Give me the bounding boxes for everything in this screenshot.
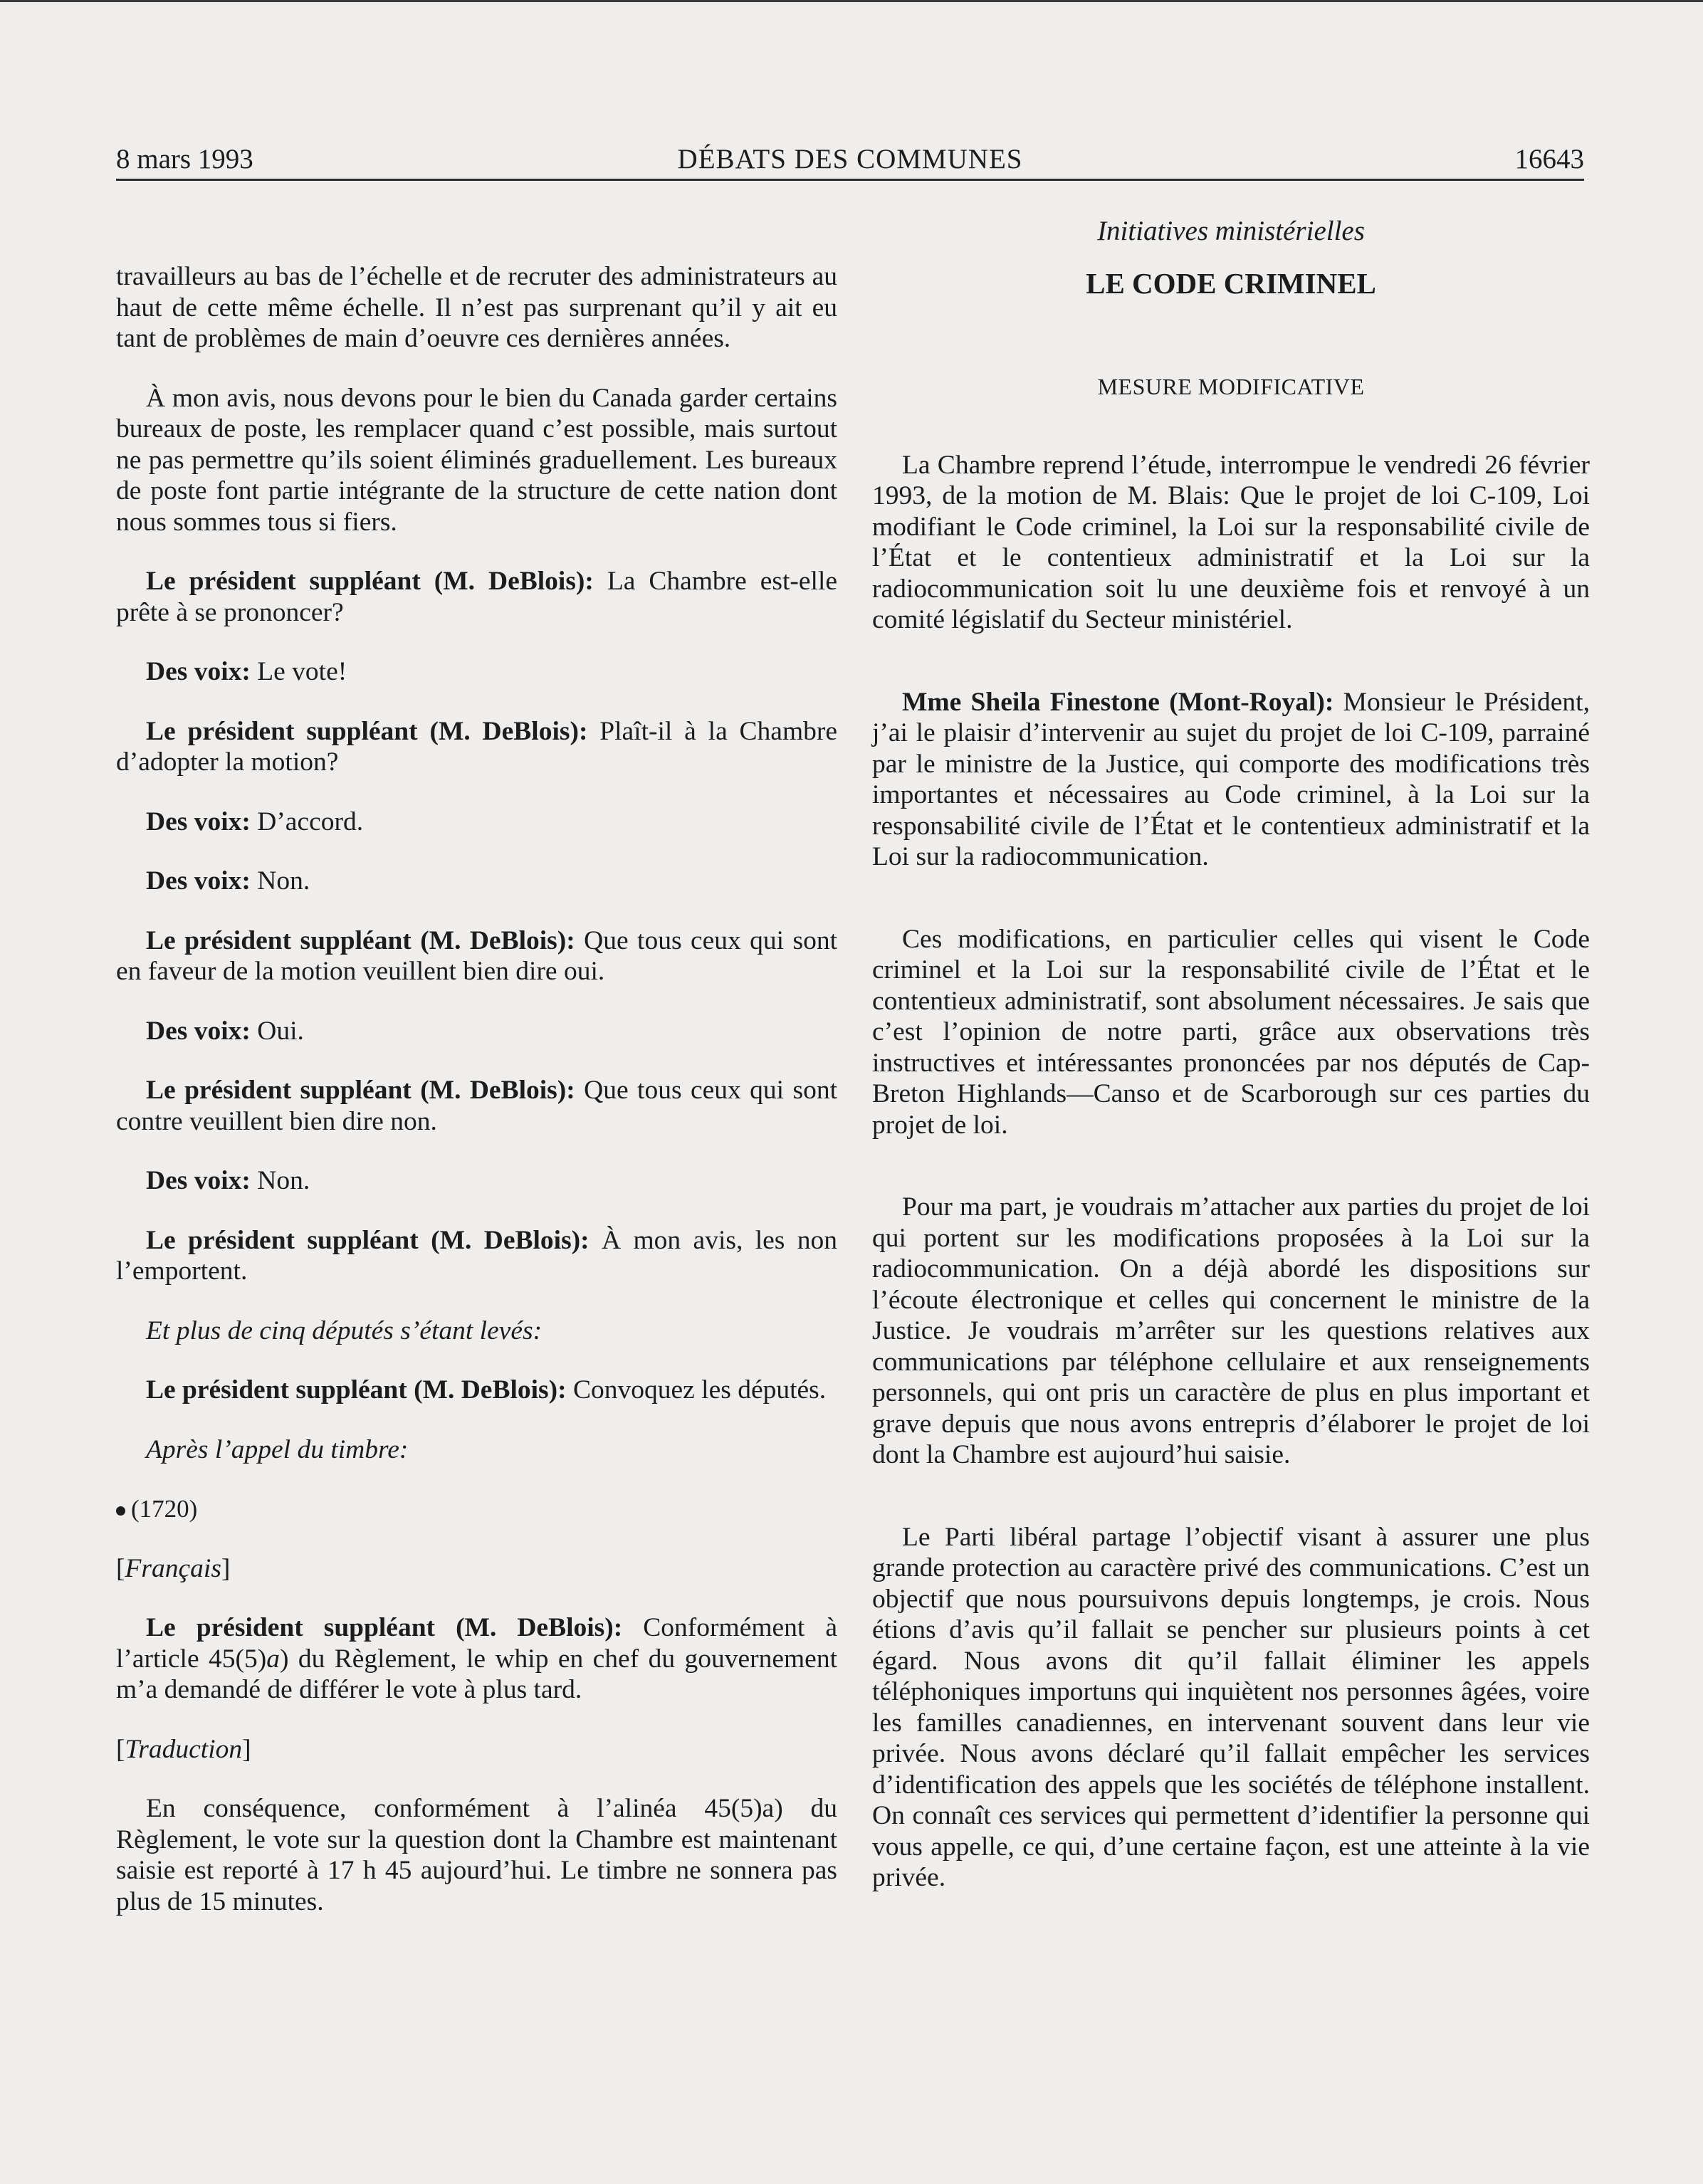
right-column <box>872 216 1590 1922</box>
speaker-name: Des voix: <box>146 807 251 836</box>
speech-text: Que tous ceux qui sont contre veuillent bien dire non. <box>116 1076 837 1136</box>
header-page-number: 16643 <box>1514 144 1584 174</box>
speaker-name: Le président suppléant (M. DeBlois): <box>146 1613 623 1642</box>
speech-text: ) du Règlement, le whip en chef du gouvernement m’a demandé de différer le vote à plus tard. <box>116 1644 837 1704</box>
stage-direction: Après l’appel du timbre: <box>146 1434 409 1464</box>
speech-text: Monsieur le Président, j’ai le plaisir d’intervenir au sujet du projet de loi C-109, parrainé par le ministre de la Justice, qui comporte des modifications très importantes et nécessaires au Code criminel, à la Loi sur la responsabilité civile de l’État et le contentieux administratif et la Loi sur la radiocommunication. <box>872 687 1590 871</box>
speech-text: Non. <box>250 1166 310 1195</box>
speech-paragraph <box>116 866 837 897</box>
header-title: DÉBATS DES COMMUNES <box>677 144 1023 174</box>
speaker-name: Le président suppléant (M. DeBlois): <box>146 1375 567 1405</box>
speaker-name: Mme Sheila Finestone (Mont-Royal): <box>902 687 1334 717</box>
speech-text: D’accord. <box>250 807 364 836</box>
speaker-name: Des voix: <box>146 1166 251 1195</box>
paragraph: Le Parti libéral partage l’objectif visant à assurer une plus grande protection au caractère privé des communications. C’est un objectif que nous poursuivons depuis longtemps, je crois. Nous étions d’avis qu’il fallait se pencher sur plusieurs points à cet égard. Nous avons dit qu’il fallait éliminer les appels téléphoniques importuns qui inquiètent nos personnes âgées, voire les familles canadiennes, en intervenant souvent dans leur vie privée. Nous avons déclaré qu’il fallait empêcher les services d’identification des appels que les sociétés de téléphone installent. On connaît ces services qui permettent d’identifier la personne qui vous appelle, ce qui, d’une certaine façon, est une atteinte à la vie privée. <box>872 1522 1590 1892</box>
paragraph: La Chambre reprend l’étude, interrompue le vendredi 26 février 1993, de la motion de M. Blais: Que le projet de loi C-109, Loi modifiant le Code criminel, la Loi sur la responsabilité civile de l’État et le contentieux administratif et la Loi sur la radiocommunication soit lu une deuxième fois et renvoyé à un comité législatif du Secteur ministériel. <box>872 450 1590 634</box>
paragraph: À mon avis, nous devons pour le bien du Canada garder certains bureaux de poste, les remplacer quand c’est possible, mais surtout ne pas permettre qu’ils soient éliminés graduellement. Les bureaux de poste font partie intégrante de la structure de cette nation dont nous sommes tous si fiers. <box>116 383 837 537</box>
speech-paragraph <box>116 1612 837 1706</box>
language-marker: [Français] <box>116 1553 231 1583</box>
speech-text: À mon avis, les non l’emportent. <box>116 1225 837 1286</box>
header-rule <box>116 179 1584 181</box>
language-marker: [Traduction] <box>116 1734 251 1764</box>
stage-direction: Et plus de cinq députés s’étant levés: <box>146 1316 543 1345</box>
paragraph: travailleurs au bas de l’échelle et de recruter des administrateurs au haut de cette même échelle. Il n’est pas surprenant qu’il y ait eu tant de problèmes de main d’oeuvre ces dernières années. <box>116 262 837 353</box>
speaker-name: Le président suppléant (M. DeBlois): <box>146 925 575 955</box>
speech-paragraph <box>116 1225 837 1287</box>
speech-paragraph <box>116 1016 837 1047</box>
language-marker-text: Français <box>125 1553 221 1583</box>
speech-text: Que tous ceux qui sont en faveur de la motion veuillent bien dire oui. <box>116 925 837 986</box>
time-marker <box>116 1493 837 1525</box>
page-top-border <box>0 0 1703 2</box>
time-marker-text: (1720) <box>131 1495 198 1523</box>
bill-title: LE CODE CRIMINEL <box>1086 266 1376 300</box>
bullet-icon <box>116 1506 125 1516</box>
speaker-name: Le président suppléant (M. DeBlois): <box>146 716 588 746</box>
speaker-name: Des voix: <box>146 866 251 896</box>
speech-paragraph <box>116 1075 837 1137</box>
speech-text: Conformément à l’article 45(5) <box>116 1613 837 1674</box>
speech-paragraph <box>872 687 1590 873</box>
speech-text: Non. <box>250 866 310 896</box>
speech-text: Convoquez les députés. <box>566 1375 827 1405</box>
section-label: Initiatives ministérielles <box>1097 216 1365 246</box>
speech-paragraph <box>116 1375 837 1406</box>
left-column <box>116 261 837 1946</box>
speaker-name: Des voix: <box>146 1016 251 1046</box>
speech-text: Oui. <box>250 1016 304 1046</box>
header-date: 8 mars 1993 <box>116 144 253 174</box>
speech-text: La Chambre est-elle prête à se prononcer? <box>116 567 838 627</box>
speech-paragraph <box>116 716 837 778</box>
paragraph: En conséquence, conformément à l’alinéa 45(5)a) du Règlement, le vote sur la question dont la Chambre est maintenant saisie est reporté à 17 h 45 aujourd’hui. Le timbre ne sonnera pas plus de 15 minutes. <box>116 1794 837 1916</box>
language-marker-text: Traduction <box>125 1734 243 1764</box>
paragraph: Ces modifications, en particulier celles qui visent le Code criminel et la Loi sur la responsabilité civile de l’État et le contentieux administratif, sont absolument nécessaires. Je sais que c’est l’opinion de notre parti, grâce aux observations très instructives et intéressantes prononcées par nos députés de Cap-Breton Highlands—Canso et de Scarborough sur ces parties du projet de loi. <box>872 924 1590 1140</box>
speech-text-italic: a <box>266 1644 280 1674</box>
speaker-name: Le président suppléant (M. DeBlois): <box>146 567 594 596</box>
speech-paragraph <box>116 566 837 628</box>
speech-paragraph <box>116 925 837 987</box>
speech-paragraph <box>116 807 837 838</box>
speaker-name: Des voix: <box>146 657 251 686</box>
bill-subtitle: MESURE MODIFICATIVE <box>1097 374 1365 399</box>
speech-paragraph <box>116 1165 837 1197</box>
paragraph: Pour ma part, je voudrais m’attacher aux parties du projet de loi qui portent sur les modifications proposées à la Loi sur la radiocommunication. On a déjà abordé les dispositions sur l’écoute électronique et celles qui concernent le ministre de la Justice. Je voudrais m’arrêter sur les questions relatives aux communications par téléphone cellulaire et aux renseignements personnels, qui ont pris un caractère de plus en plus important et grave depuis que nous avons entrepris d’élaborer le projet de loi dont la Chambre est aujourd’hui saisie. <box>872 1192 1590 1469</box>
speech-text: Plaît-il à la Chambre d’adopter la motion? <box>116 716 837 777</box>
speaker-name: Le président suppléant (M. DeBlois): <box>146 1076 575 1105</box>
speaker-name: Le président suppléant (M. DeBlois): <box>146 1225 590 1255</box>
speech-text: Le vote! <box>250 657 347 686</box>
speech-paragraph <box>116 656 837 688</box>
page-header <box>116 139 1584 180</box>
